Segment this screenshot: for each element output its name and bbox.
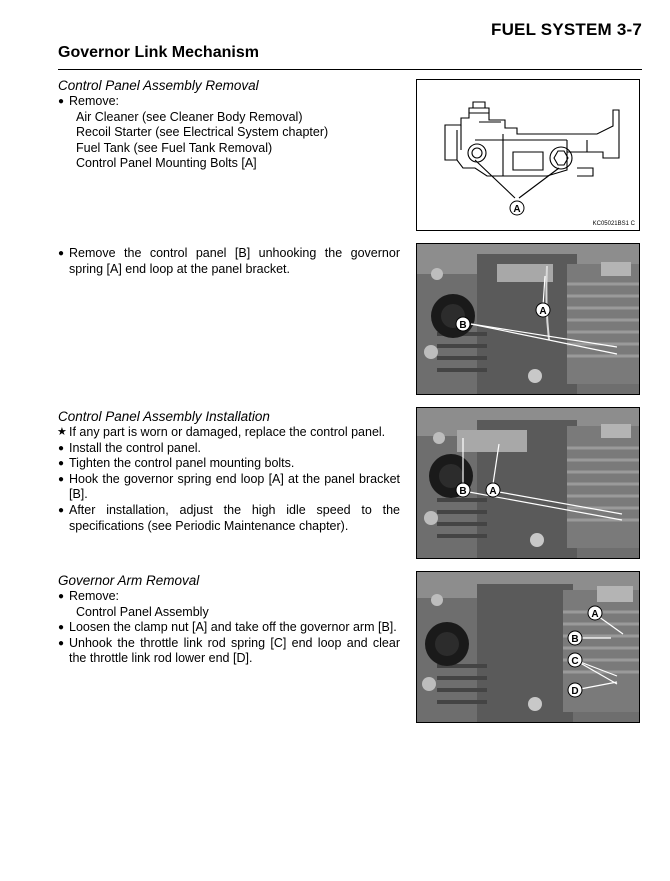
figure-panel-install-photo [416,407,640,559]
callout-label: A [591,609,599,620]
remove-item: Control Panel Mounting Bolts [A] [76,156,257,171]
step-text: Hook the governor spring end loop [A] at the panel bracket [B]. [69,471,400,502]
figure-control-panel-bolts [416,79,640,231]
bullet-item [58,589,400,605]
bullet-icon: ● [58,458,65,470]
bullet-item [58,620,400,636]
step-text: Tighten the control panel mounting bolts. [69,456,295,471]
section-panel-removal-step2 [58,246,400,277]
section-arm-removal [58,572,400,667]
callout-label: D [571,686,579,697]
bullet-icon: ● [58,96,65,107]
step-text: If any part is worn or damaged, replace the control panel. [69,425,386,439]
callout-label: A [489,486,497,497]
bullet-icon: ● [58,504,65,516]
callout-label: C [571,656,579,667]
remove-label: Remove: [69,589,120,603]
step-text: Remove the control panel [B] unhooking the governor spring [A] end loop at the panel bracket. [69,246,400,276]
step-text: Loosen the clamp nut [A] and take off the governor arm [B]. [69,620,397,635]
bullet-item [58,246,400,277]
bullet-icon: ● [58,473,65,485]
bullet-icon: ● [58,248,65,259]
page-title: Governor Link Mechanism [58,44,259,61]
section-heading: Control Panel Assembly Removal [58,78,259,93]
bullet-item [58,636,400,667]
figure-code: KC05021BS1 C [592,221,635,227]
bullet-item [58,425,400,441]
section-panel-removal [58,77,400,172]
bullet-icon: ● [58,591,65,602]
remove-item: Control Panel Assembly [76,604,209,619]
remove-label: Remove: [69,94,120,108]
section-heading: Control Panel Assembly Installation [58,409,270,424]
remove-item: Fuel Tank (see Fuel Tank Removal) [76,140,273,155]
chapter-header: FUEL SYSTEM 3-7 [491,20,642,39]
callout-label: A [513,204,521,215]
bullet-icon: ● [58,622,65,634]
figure-governor-spring-photo [416,243,640,395]
bullet-icon: ● [58,637,65,649]
callout-label: B [459,320,467,331]
bullet-item [58,456,400,472]
callout-label: A [539,306,547,317]
bullet-icon: ● [58,442,65,454]
bullet-item [58,94,400,110]
callout-label: B [459,486,467,497]
bullet-item [58,503,400,534]
section-heading: Governor Arm Removal [58,573,200,588]
bullet-item [58,472,400,503]
title-divider [58,69,642,70]
step-text: After installation, adjust the high idle speed to the specifications (see Periodic Maintenance chapter). [69,502,400,533]
remove-item: Recoil Starter (see Electrical System chapter) [76,125,329,140]
bullet-item [58,441,400,457]
step-text: Install the control panel. [69,440,202,455]
remove-item: Air Cleaner (see Cleaner Body Removal) [76,109,303,124]
star-icon: ★ [57,426,67,438]
figure-governor-arm-photo [416,571,640,723]
step-text: Unhook the throttle link rod spring [C] end loop and clear the throttle link rod lower end [D]. [69,635,400,666]
section-panel-install [58,408,400,534]
callout-label: B [571,634,579,645]
